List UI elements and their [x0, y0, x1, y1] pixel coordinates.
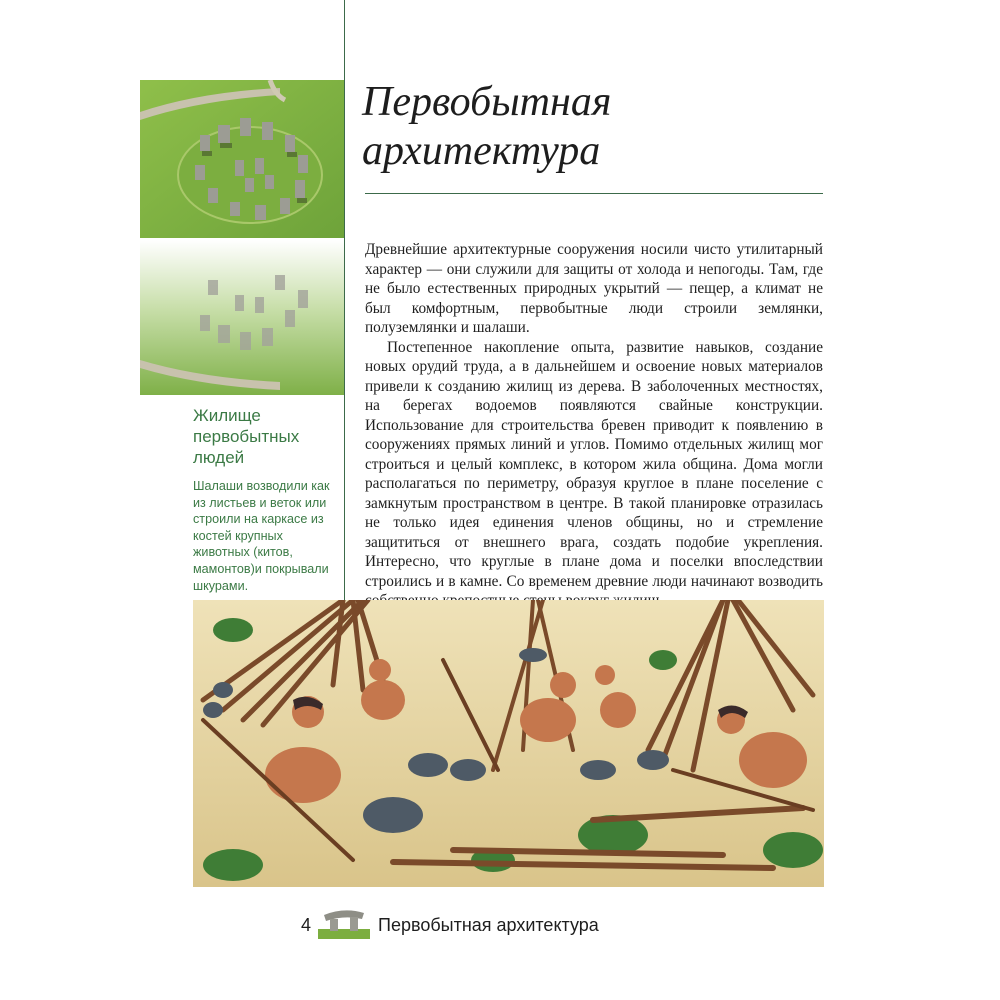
running-title: Первобытная архитектура [378, 915, 599, 935]
page-number: 4 [301, 915, 312, 935]
primitive-dwelling-illustration [193, 600, 824, 887]
page-title [362, 78, 822, 176]
page-title-line2: архитектура [362, 128, 601, 174]
stonehenge-reflection-photo [140, 240, 344, 395]
stonehenge-photo [140, 80, 344, 238]
dolmen-icon [318, 905, 370, 939]
caption-body: Шалаши возводили как из листьев и веток или строили на каркасе из костей крупных животных (китов, мамонтов)и покрывали шкурами. [193, 479, 330, 593]
body-text [365, 240, 823, 611]
title-rule [365, 193, 823, 194]
body-paragraph: Древнейшие архитектурные сооружения носили чисто утилитарный характер — они служили для защиты от холода и непогоды. Там, где не было естественных природных укрытий — пещер, а климат не был комфортным, первобытные люди строили землянки, полуземлянки и шалаши. [365, 241, 823, 336]
column-divider [344, 0, 345, 600]
page-title-line1: Первобытная [362, 79, 612, 125]
caption-title: Жилище первобытных людей [193, 406, 300, 467]
body-paragraph: Постепенное накопление опыта, развитие навыков, создание новых орудий труда, а в дальнейшем и освоение новых материалов привели к созданию жилищ из дерева. В заболоченных местностях, на берегах водоемов появляются свайные конструкции. Использование для строительства бревен приводит к появлению в сооружениях прямых линий и углов. Помимо отдельных жилищ мог строиться и целый комплекс, в котором жила община. Дома могли располагаться по периметру, образуя круглое в плане поселение с замкнутым пространством в центре. В такой планировке отразилась не только идея единения членов общины, но и стремление защититься от внешнего врага, создать подобие укрепления. Интересно, что круглые в плане дома и поселки впоследствии строились и в камне. Со временем древние люди начинают возводить [365, 338, 823, 590]
